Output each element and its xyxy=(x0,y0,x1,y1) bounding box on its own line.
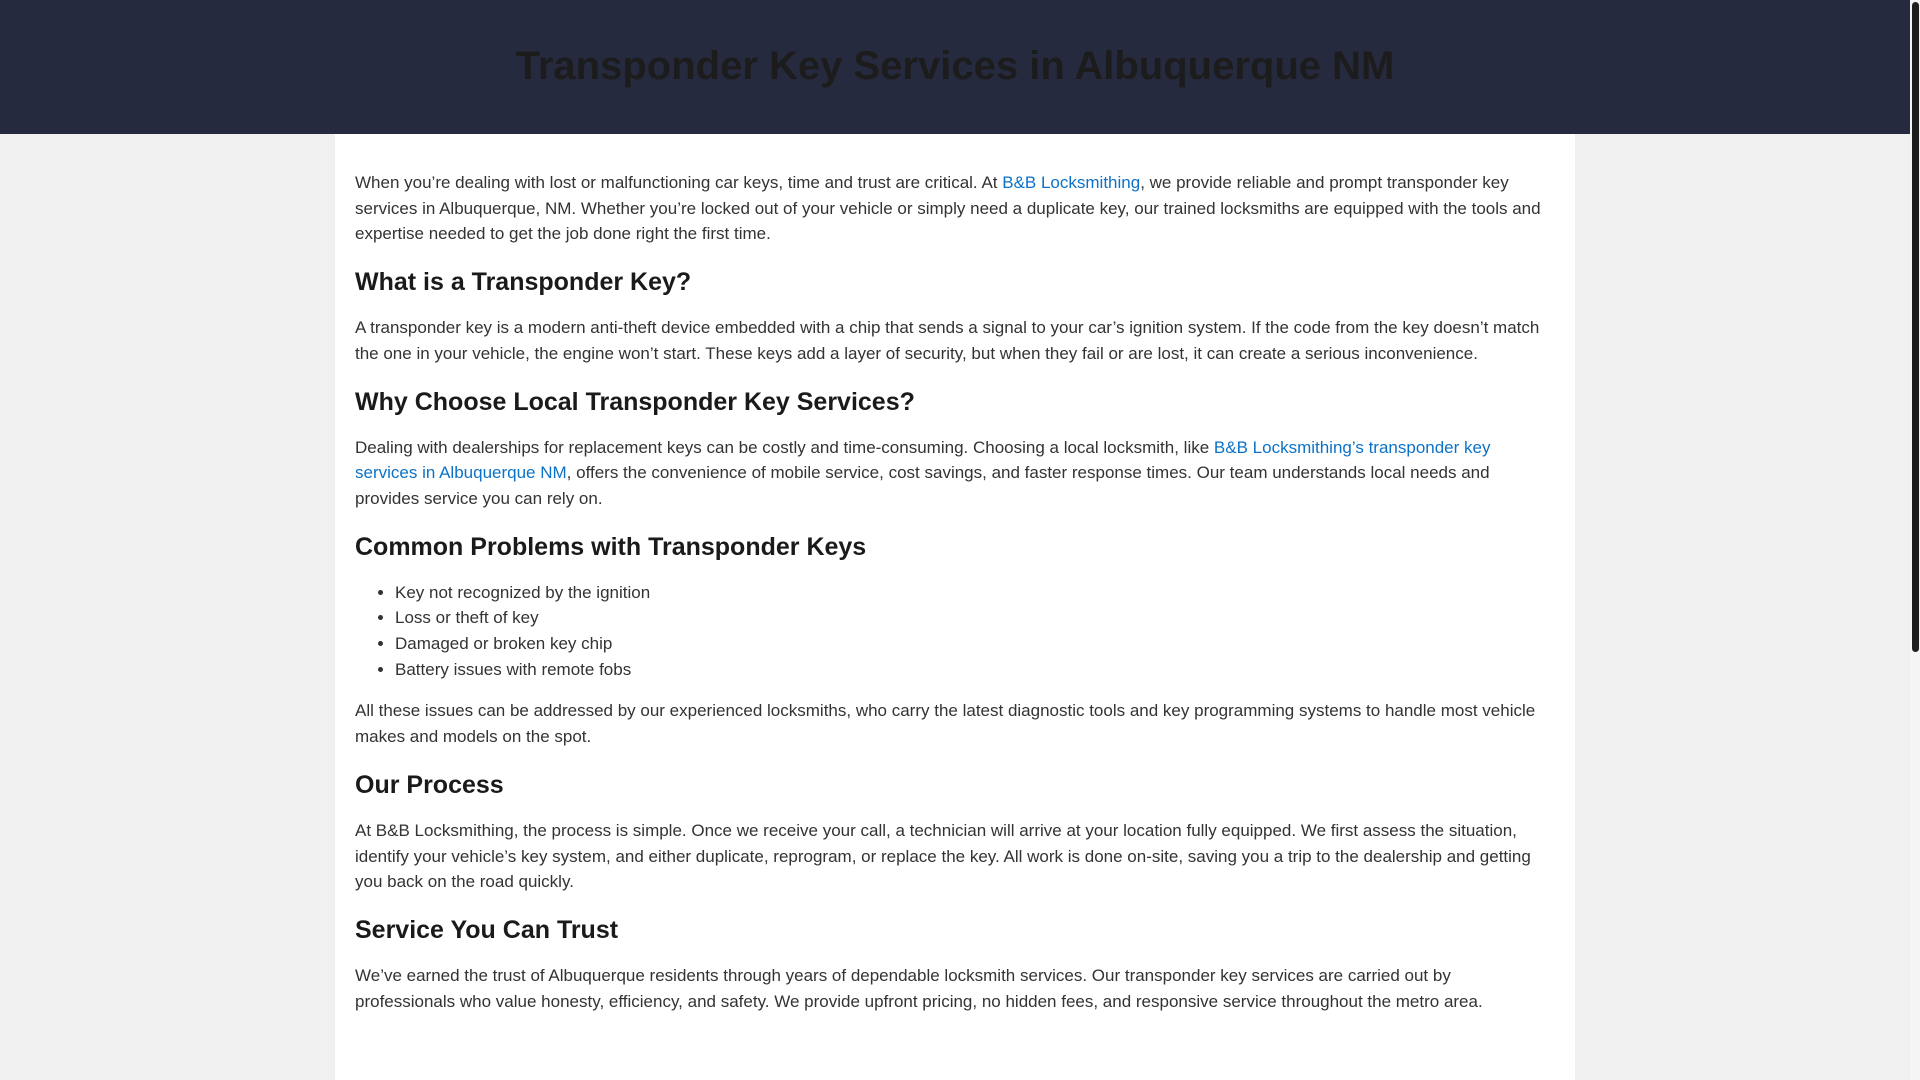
section-paragraph-common-problems: All these issues can be addressed by our experienced locksmiths, who carry the latest diagnostic tools and key programming systems to handle most vehicle makes and models on the spot. xyxy=(355,701,1536,747)
problems-list xyxy=(355,580,1555,683)
company-link[interactable]: B&B Locksmithing xyxy=(1002,173,1141,192)
section-heading-what-is: What is a Transponder Key? xyxy=(355,268,692,297)
intro-text-start: When you’re dealing with lost or malfunctioning car keys, time and trust are critical. At xyxy=(355,173,1003,192)
page-scrollbar[interactable] xyxy=(1910,0,1920,1080)
section-paragraph-our-process: At B&B Locksmithing, the process is simple. Once we receive your call, a technician will arrive at your location fully equipped. We first assess the situation, identify your vehicle’s key system, and either duplicate, reprogram, or replace the key. All work is done on-site, saving you a trip to the dealership and getting you back on the road quickly. xyxy=(355,820,1531,892)
why-local-text-start: Dealing with dealerships for replacement keys can be costly and time-consuming. Choosing a local locksmith, like xyxy=(355,437,1214,457)
page-header xyxy=(0,0,1910,134)
list-item: • Key not recognized by the ignition xyxy=(395,580,1555,606)
transponder-services-link[interactable]: B&B Locksmithing’s transponder key services in Albuquerque NM xyxy=(355,437,1491,483)
intro-text-end: , we provide reliable and prompt transponder key services in Albuquerque, NM. Whether you’re locked out of your vehicle or simply need a duplicate key, our trained locksmiths are equipped with the tools and expertise needed to get the job done right the first time. xyxy=(355,173,1541,244)
section-heading-why-local: Why Choose Local Transponder Key Services? xyxy=(355,387,915,416)
scrollbar-thumb[interactable] xyxy=(1912,2,1919,652)
section-heading-our-process: Our Process xyxy=(355,770,504,799)
list-item: • Damaged or broken key chip xyxy=(395,631,1555,657)
list-item: • Loss or theft of key xyxy=(395,605,1555,631)
section-heading-common-problems: Common Problems with Transponder Keys xyxy=(355,532,867,561)
intro-paragraph xyxy=(355,170,1555,247)
page-title: Transponder Key Services in Albuquerque NM xyxy=(515,43,1395,88)
list-item: • Battery issues with remote fobs xyxy=(395,657,1555,683)
section-heading-trust: Service You Can Trust xyxy=(355,915,619,944)
why-local-text-end: , offers the convenience of mobile service, cost savings, and faster response times. Our team understands local needs and provides service you can rely on. xyxy=(355,463,1490,508)
section-paragraph-why-local xyxy=(355,435,1555,512)
section-paragraph-what-is: A transponder key is a modern anti-theft device embedded with a chip that sends a signal to your car’s ignition system. If the code from the key doesn’t match the one in your vehicle, the engine won’t start. These keys add a layer of security, but when they fail or are lost, it can create a serious inconvenience. xyxy=(355,318,1540,363)
article-content xyxy=(335,134,1575,1080)
section-paragraph-trust: We’ve earned the trust of Albuquerque residents through years of dependable locksmith services. Our transponder key services are carried out by professionals who value honesty, efficiency, and safety. We provide upfront pricing, no hidden fees, and responsive service throughout the metro area. xyxy=(355,965,1483,1011)
